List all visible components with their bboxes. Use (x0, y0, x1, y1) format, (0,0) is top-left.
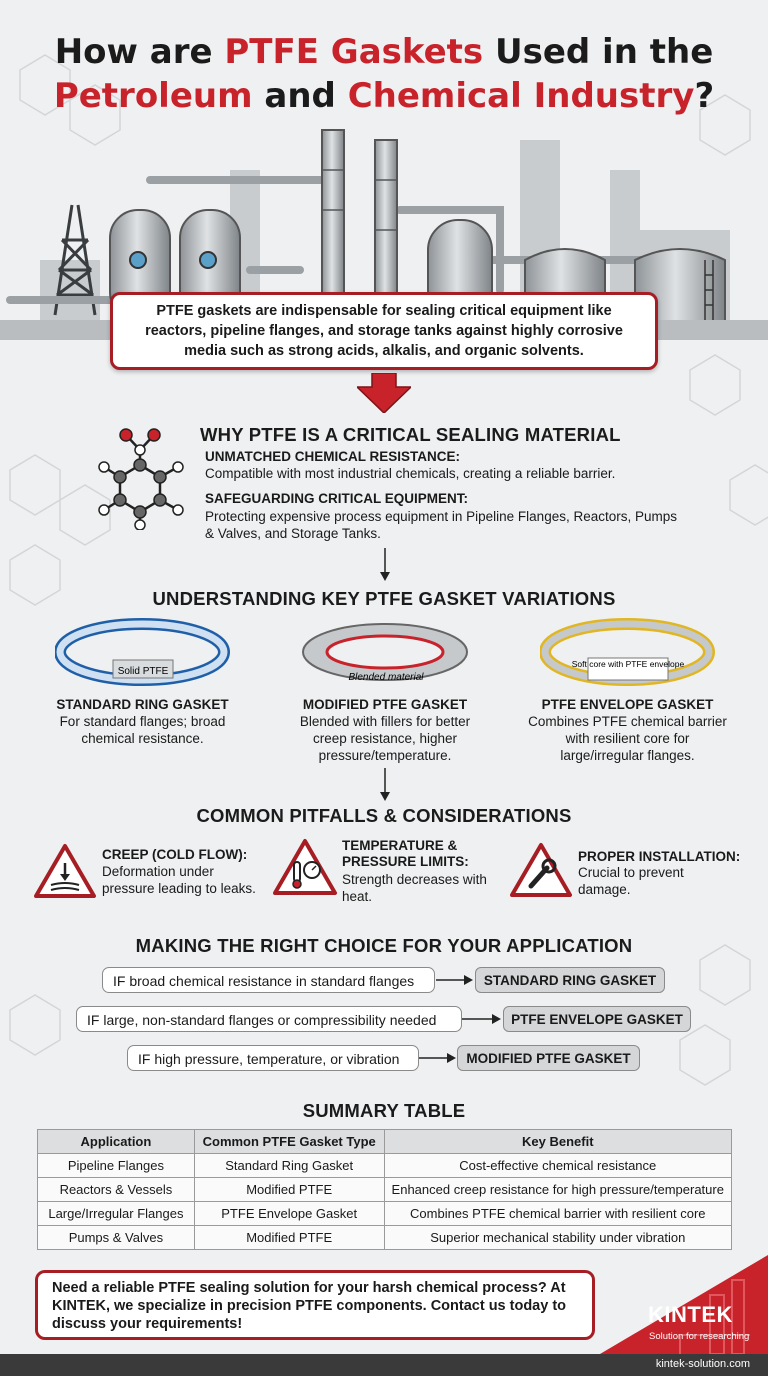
choice-condition-3: IF high pressure, temperature, or vibration (127, 1045, 419, 1071)
choice-result-3: MODIFIED PTFE GASKET (457, 1045, 640, 1071)
table-row (38, 1202, 732, 1226)
footer-url[interactable]: kintek-solution.com (655, 1358, 750, 1370)
pitfall1-title: CREEP (COLD FLOW): (102, 847, 248, 862)
choice-condition-1: IF broad chemical resistance in standard flanges (102, 967, 435, 993)
standard-gasket-title: STANDARD RING GASKET (56, 697, 229, 712)
right-arrow-icon-3 (419, 1051, 457, 1065)
table-row (38, 1178, 732, 1202)
table-cell: Pumps & Valves (38, 1226, 195, 1250)
standard-ring-gasket-icon (55, 618, 230, 688)
why-item2-text: Protecting expensive process equipment in Pipeline Flanges, Reactors, Pumps & Valves, and Storage Tanks. (205, 509, 677, 541)
table-cell: Combines PTFE chemical barrier with resilient core (384, 1202, 731, 1226)
pitfalls-heading: COMMON PITFALLS & CONSIDERATIONS (196, 805, 572, 826)
modified-gasket-title: MODIFIED PTFE GASKET (302, 697, 468, 712)
table-cell: Modified PTFE (194, 1178, 384, 1202)
small-down-arrow-icon-2 (378, 768, 392, 802)
table-cell: Enhanced creep resistance for high pressure/temperature (384, 1178, 731, 1202)
molecule-icon (98, 425, 188, 530)
standard-gasket-desc: For standard flanges; broad chemical resistance. (59, 714, 226, 746)
choice-result-2: PTFE ENVELOPE GASKET (503, 1006, 691, 1032)
column-header: Application (38, 1130, 195, 1154)
wrench-warning-icon (509, 842, 573, 898)
brand-logo: KINTEK (648, 1302, 733, 1327)
variations-heading: UNDERSTANDING KEY PTFE GASKET VARIATIONS (152, 588, 616, 609)
table-row (38, 1154, 732, 1178)
envelope-gasket-title: PTFE ENVELOPE GASKET (541, 697, 714, 712)
summary-table (37, 1129, 732, 1250)
table-cell: Pipeline Flanges (38, 1154, 195, 1178)
pitfall2-title: TEMPERATURE & PRESSURE LIMITS: (342, 838, 469, 869)
brand-tagline: Solution for researching (649, 1331, 750, 1342)
modified-gasket-desc: Blended with fillers for better creep resistance, higher pressure/temperature. (299, 714, 471, 763)
table-cell: Standard Ring Gasket (194, 1154, 384, 1178)
ring-label-envelope: Soft core with PTFE envelope (571, 659, 685, 669)
pitfall2-text: Strength decreases with heat. (342, 872, 487, 904)
why-heading: WHY PTFE IS A CRITICAL SEALING MATERIAL (200, 424, 621, 445)
pitfall3-title: PROPER INSTALLATION: (578, 849, 741, 864)
choice-result-1: STANDARD RING GASKET (475, 967, 665, 993)
ring-label-solid: Solid PTFE (117, 666, 169, 677)
creep-warning-icon (33, 843, 97, 899)
table-cell: Modified PTFE (194, 1226, 384, 1250)
intro-callout: PTFE gaskets are indispensable for sealing critical equipment like reactors, pipeline flanges, and storage tanks against highly corrosive media such as strong acids, alkalis, and organic solvents. (110, 292, 658, 370)
column-header: Common PTFE Gasket Type (194, 1130, 384, 1154)
table-cell: PTFE Envelope Gasket (194, 1202, 384, 1226)
footer-bar (0, 1354, 768, 1376)
table-cell: Large/Irregular Flanges (38, 1202, 195, 1226)
right-arrow-icon (436, 973, 474, 987)
down-arrow-icon (357, 373, 411, 413)
ring-label-blended: Blended material (348, 672, 424, 683)
table-header-row (38, 1130, 732, 1154)
choice-heading: MAKING THE RIGHT CHOICE FOR YOUR APPLICATION (135, 935, 633, 956)
right-arrow-icon-2 (462, 1012, 502, 1026)
table-cell: Cost-effective chemical resistance (384, 1154, 731, 1178)
envelope-gasket-desc: Combines PTFE chemical barrier with resilient core for large/irregular flanges. (528, 714, 727, 763)
table-row (38, 1226, 732, 1250)
column-header: Key Benefit (384, 1130, 731, 1154)
gauge-thermometer-warning-icon (272, 838, 338, 896)
table-cell: Superior mechanical stability under vibration (384, 1226, 731, 1250)
pitfall3-text: Crucial to prevent damage. (578, 865, 684, 897)
summary-heading: SUMMARY TABLE (302, 1100, 466, 1121)
why-item1-text: Compatible with most industrial chemicals, creating a reliable barrier. (205, 466, 616, 481)
choice-condition-2: IF large, non-standard flanges or compressibility needed (76, 1006, 462, 1032)
envelope-ring-gasket-icon (540, 618, 715, 688)
page-title: How are PTFE Gaskets Used in the Petroleum and Chemical Industry? (53, 32, 715, 116)
modified-ring-gasket-icon (298, 618, 473, 688)
cta-box: Need a reliable PTFE sealing solution for your harsh chemical process? At KINTEK, we specialize in precision PTFE components. Contact us today to discuss your requirements! (35, 1270, 595, 1340)
why-item2-title: SAFEGUARDING CRITICAL EQUIPMENT: (205, 491, 469, 506)
pitfall1-text: Deformation under pressure leading to leaks. (102, 864, 256, 896)
table-cell: Reactors & Vessels (38, 1178, 195, 1202)
why-item1-title: UNMATCHED CHEMICAL RESISTANCE: (205, 449, 460, 464)
small-down-arrow-icon (378, 548, 392, 582)
